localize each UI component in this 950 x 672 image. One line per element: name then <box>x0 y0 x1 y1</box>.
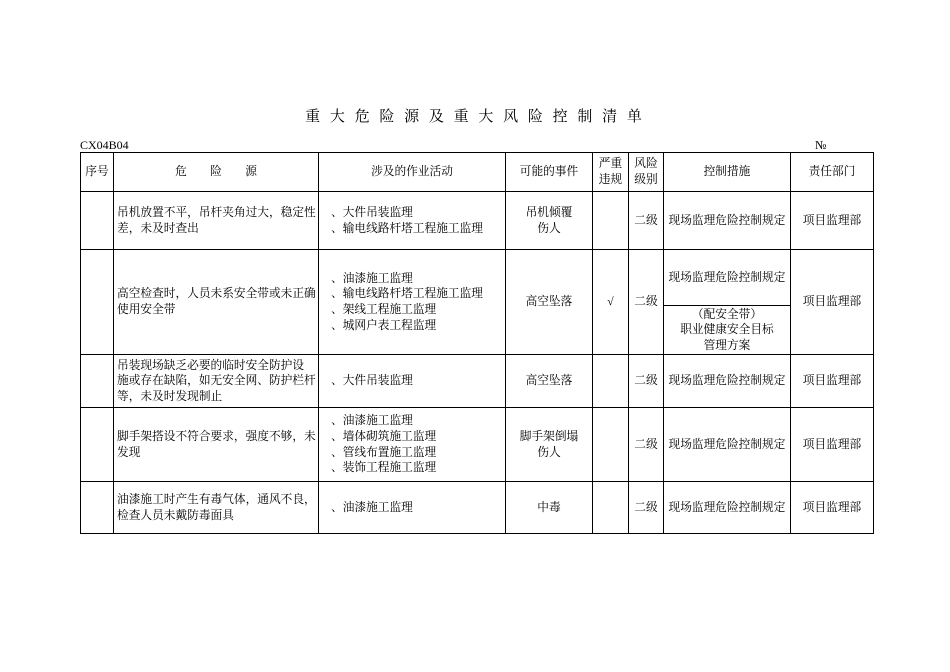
activity-line: 、输电线路杆塔工程施工监理 <box>331 287 483 301</box>
hazard-line: 差，未及时查出 <box>117 221 199 235</box>
activity-line: 、油漆施工监理 <box>331 414 413 428</box>
seq-cell <box>81 355 114 408</box>
measure-line: 现场监理危险控制规定 <box>668 437 786 451</box>
document-code: CX04B04 <box>80 138 129 152</box>
header-seq: 序号 <box>81 153 114 192</box>
activities-cell <box>319 250 506 355</box>
header-department: 责任部门 <box>791 153 874 192</box>
events-cell <box>506 250 593 355</box>
control-measures-cell <box>664 408 791 482</box>
measure-line: 现场监理危险控制规定 <box>668 374 786 388</box>
event-line: 伤人 <box>537 445 561 459</box>
control-measures-upper <box>664 250 790 305</box>
risk-level-cell: 二级 <box>629 355 664 408</box>
table-row <box>81 250 874 355</box>
document-number-label: № <box>815 138 827 152</box>
department-cell: 项目监理部 <box>791 482 874 534</box>
hazard-line: 吊机放置不平，吊杆夹角过大，稳定性 <box>117 205 316 219</box>
document-title: 重 大 危 险 源 及 重 大 风 险 控 制 清 单 <box>305 109 645 125</box>
risk-level-cell: 二级 <box>629 192 664 250</box>
events-cell <box>506 408 593 482</box>
hazard-cell <box>114 408 319 482</box>
table-row <box>81 408 874 482</box>
table-header-row <box>81 153 874 192</box>
activities-cell <box>319 192 506 250</box>
violation-cell <box>593 192 629 250</box>
department-cell: 项目监理部 <box>791 355 874 408</box>
activities-cell <box>319 482 506 534</box>
hazard-line: 脚手架搭设不符合要求，强度不够，未 <box>117 429 316 443</box>
activities-cell <box>319 408 506 482</box>
hazard-line: 发现 <box>117 445 141 459</box>
event-line: 高空坠落 <box>525 374 573 388</box>
event-line: 脚手架倒塌 <box>519 429 579 443</box>
hazard-line: 等，未及时发现制止 <box>117 389 223 403</box>
risk-level-cell: 二级 <box>629 482 664 534</box>
hazard-line: 施或存在缺陷，如无安全网、防护栏杆 <box>117 374 316 388</box>
hazard-line: 检查人员未戴防毒面具 <box>117 508 234 522</box>
header-events: 可能的事件 <box>506 153 593 192</box>
hazard-cell <box>114 250 319 355</box>
seq-cell <box>81 192 114 250</box>
measure-line: 现场监理危险控制规定 <box>668 213 786 227</box>
department-cell: 项目监理部 <box>791 192 874 250</box>
control-measures-lower <box>664 305 790 354</box>
control-measures-cell <box>664 482 791 534</box>
event-line: 中毒 <box>537 500 561 514</box>
header-violation <box>593 153 629 192</box>
activity-line: 、装饰工程施工监理 <box>331 461 437 475</box>
table-row <box>81 355 874 408</box>
measure-line: 现场监理危险控制规定 <box>668 500 786 514</box>
header-risk-level-line: 级别 <box>634 173 658 186</box>
activity-line: 、油漆施工监理 <box>331 271 413 285</box>
control-measures-cell <box>664 192 791 250</box>
department-cell: 项目监理部 <box>791 408 874 482</box>
risk-level-cell: 二级 <box>629 408 664 482</box>
header-risk-level <box>629 153 664 192</box>
violation-cell <box>593 355 629 408</box>
measure-line: 现场监理危险控制规定 <box>668 270 786 284</box>
header-violation-line: 严重 <box>598 157 623 171</box>
header-risk-level-line: 风险 <box>634 157 658 171</box>
hazard-cell <box>114 355 319 408</box>
activities-cell <box>319 355 506 408</box>
measure-line: 职业健康安全目标 <box>680 323 774 337</box>
header-activities: 涉及的作业活动 <box>319 153 506 192</box>
header-hazard: 危 险 源 <box>114 153 319 192</box>
measure-line: 管理方案 <box>703 338 751 352</box>
event-line: 伤人 <box>537 221 561 235</box>
department-cell: 项目监理部 <box>791 250 874 355</box>
hazard-line: 吊装现场缺乏必要的临时安全防护设 <box>117 358 305 372</box>
seq-cell <box>81 250 114 355</box>
events-cell <box>506 355 593 408</box>
hazard-line: 油漆施工时产生有毒气体，通风不良， <box>117 492 316 506</box>
activity-line: 、油漆施工监理 <box>331 500 413 514</box>
header-control-measures: 控制措施 <box>664 153 791 192</box>
activity-line: 、大件吊装监理 <box>331 205 413 219</box>
events-cell <box>506 482 593 534</box>
activity-line: 、城网户表工程监理 <box>331 318 437 332</box>
control-measures-cell <box>664 250 791 355</box>
risk-level-cell: 二级 <box>629 250 664 355</box>
table-row <box>81 192 874 250</box>
hazard-line: 高空检查时，人员未系安全带或未正确 <box>117 287 316 301</box>
hazard-control-table <box>80 152 874 534</box>
activity-line: 、架线工程施工监理 <box>331 303 437 316</box>
event-line: 吊机倾覆 <box>525 205 573 219</box>
activity-line: 、管线布置施工监理 <box>331 445 437 459</box>
violation-cell <box>593 482 629 534</box>
hazard-cell <box>114 192 319 250</box>
seq-cell <box>81 408 114 482</box>
control-measures-cell <box>664 355 791 408</box>
violation-cell <box>593 408 629 482</box>
activity-line: 、墙体砌筑施工监理 <box>331 429 437 443</box>
violation-cell: √ <box>593 250 629 355</box>
hazard-cell <box>114 482 319 534</box>
activity-line: 、输电线路杆塔工程施工监理 <box>331 221 483 235</box>
seq-cell <box>81 482 114 534</box>
activity-line: 、大件吊装监理 <box>331 374 413 388</box>
events-cell <box>506 192 593 250</box>
measure-line: （配安全带） <box>691 307 763 321</box>
header-violation-line: 违规 <box>598 173 623 186</box>
event-line: 高空坠落 <box>525 295 573 309</box>
hazard-line: 使用安全带 <box>117 303 176 316</box>
table-row <box>81 482 874 534</box>
